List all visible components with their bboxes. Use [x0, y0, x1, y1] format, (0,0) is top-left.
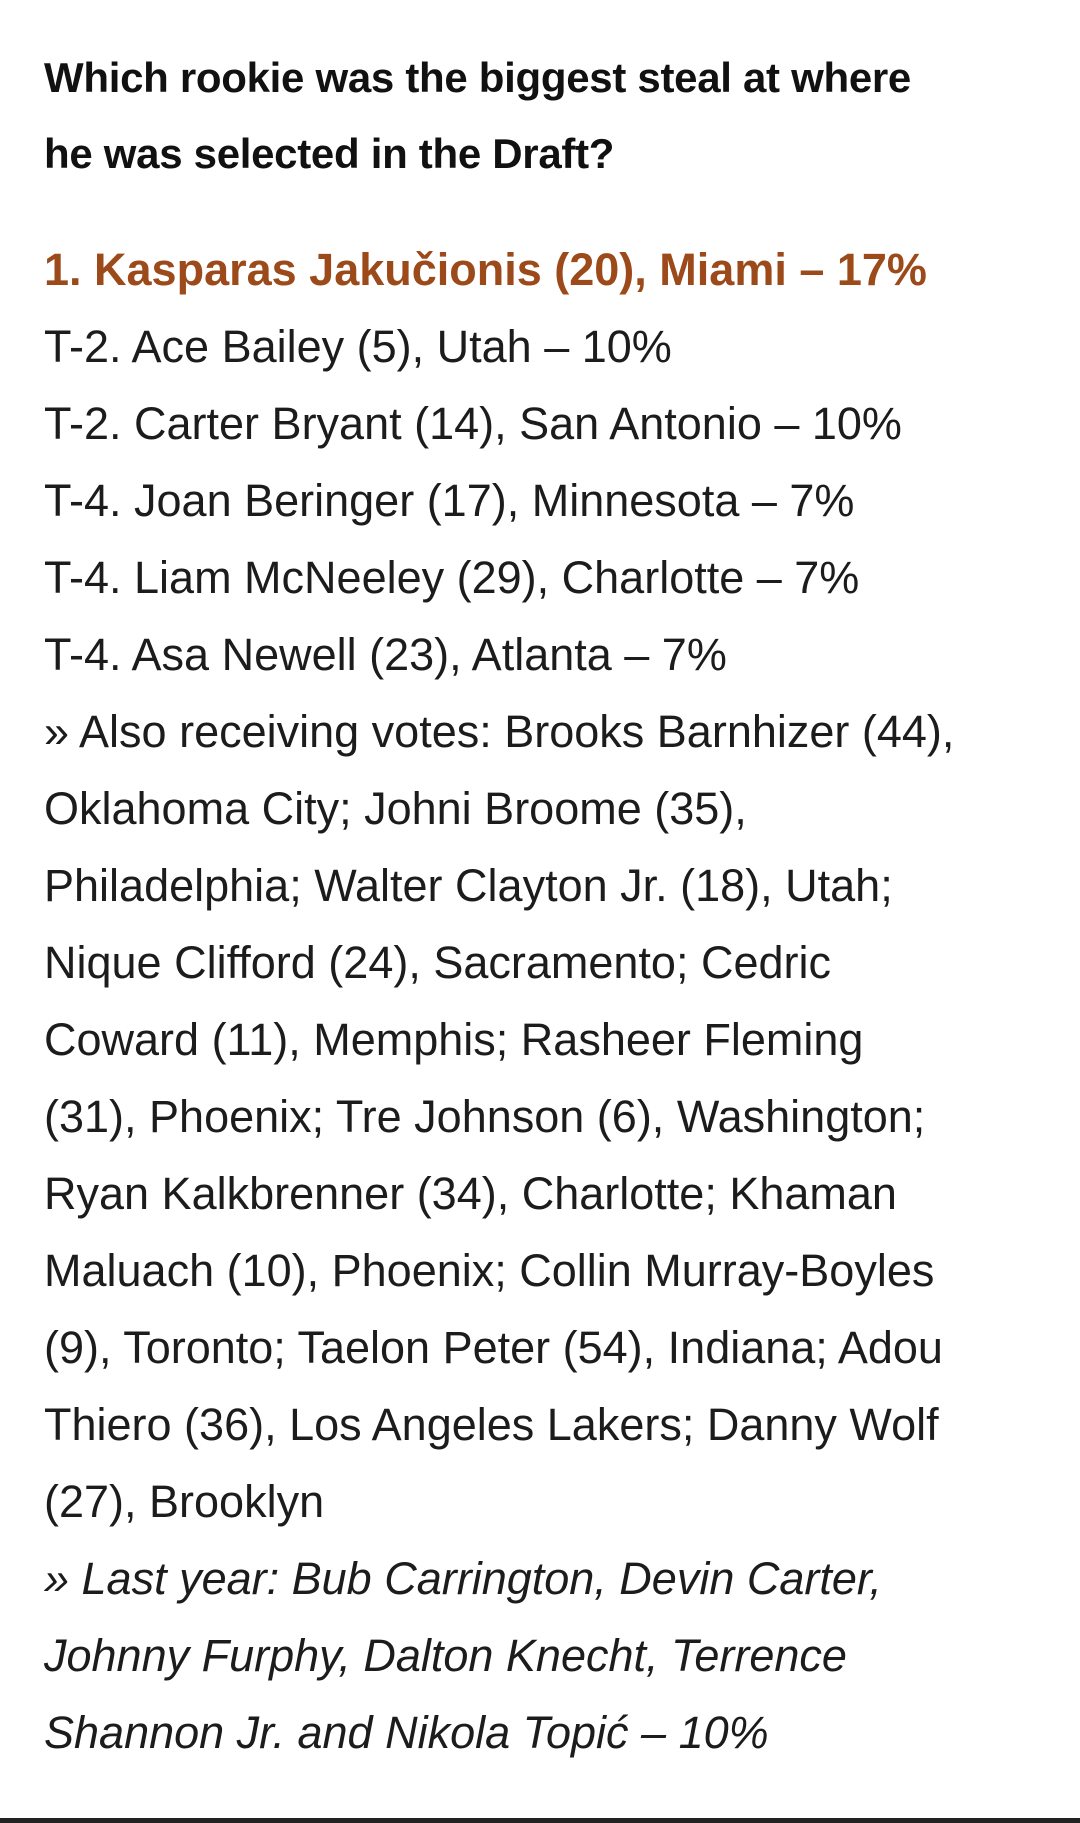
also-receiving-votes [44, 693, 1044, 1540]
also-receiving-line: Maluach (10), Phoenix; Collin Murray-Boyles [44, 1245, 935, 1296]
question-line-1: Which rookie was the biggest steal at where [44, 54, 911, 101]
last-year-line: Shannon Jr. and Nikola Topić – 10% [44, 1707, 769, 1758]
also-receiving-line: (31), Phoenix; Tre Johnson (6), Washington; [44, 1091, 926, 1142]
also-receiving-line: Nique Clifford (24), Sacramento; Cedric [44, 937, 831, 988]
also-receiving-line: Thiero (36), Los Angeles Lakers; Danny Wolf [44, 1399, 939, 1450]
result-tied-second-1: T-2. Ace Bailey (5), Utah – 10% [44, 321, 672, 372]
results-list [44, 231, 1044, 1771]
last-year-line: Johnny Furphy, Dalton Knecht, Terrence [44, 1630, 847, 1681]
also-receiving-line: Ryan Kalkbrenner (34), Charlotte; Khaman [44, 1168, 897, 1219]
result-tied-second-2: T-2. Carter Bryant (14), San Antonio – 10% [44, 398, 902, 449]
question-heading [44, 40, 1044, 192]
also-receiving-line: » Also receiving votes: Brooks Barnhizer (44), [44, 706, 955, 757]
last-year-line: » Last year: Bub Carrington, Devin Carter, [44, 1553, 882, 1604]
also-receiving-line: (27), Brooklyn [44, 1476, 325, 1527]
result-tied-fourth-2: T-4. Liam McNeeley (29), Charlotte – 7% [44, 552, 860, 603]
article-body [44, 40, 1044, 1771]
result-tied-fourth-1: T-4. Joan Beringer (17), Minnesota – 7% [44, 475, 855, 526]
bottom-divider [0, 1818, 1080, 1823]
also-receiving-line: Coward (11), Memphis; Rasheer Fleming [44, 1014, 864, 1065]
also-receiving-line: Oklahoma City; Johni Broome (35), [44, 783, 747, 834]
question-line-2: he was selected in the Draft? [44, 130, 615, 177]
result-tied-fourth-3: T-4. Asa Newell (23), Atlanta – 7% [44, 629, 727, 680]
also-receiving-line: (9), Toronto; Taelon Peter (54), Indiana; Adou [44, 1322, 943, 1373]
last-year-note [44, 1540, 1044, 1771]
also-receiving-line: Philadelphia; Walter Clayton Jr. (18), Utah; [44, 860, 893, 911]
result-first-place: 1. Kasparas Jakučionis (20), Miami – 17% [44, 244, 927, 295]
